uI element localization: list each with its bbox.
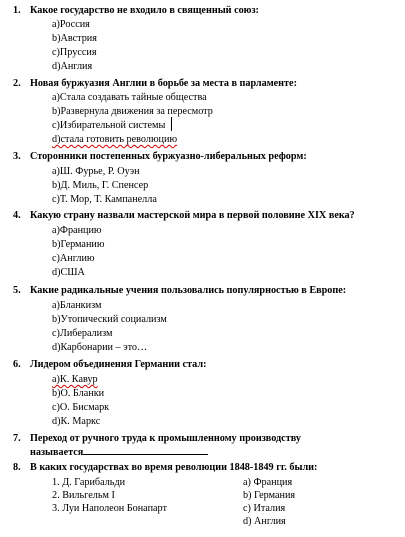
- text-cursor: [171, 117, 172, 131]
- q8-country-b: b) Германия: [243, 490, 296, 501]
- q5-option-d: d)Карбонарии – это…: [52, 342, 148, 353]
- question-number: 5.: [13, 285, 21, 296]
- question-number: 3.: [13, 151, 21, 162]
- q1-option-b: b)Австрия: [52, 33, 97, 44]
- q3-option-a: a)Ш. Фурье, Р. Оуэн: [52, 166, 140, 177]
- question-text: Новая буржуазия Англии в борьбе за места в парламенте:: [30, 78, 297, 89]
- q3-option-c: c)Т. Мор, Т. Кампанелла: [52, 194, 157, 205]
- question-text: Какие радикальные учения пользовались популярностью в Европе:: [30, 285, 347, 296]
- q2-option-b: b)Развернула движения за пересмотр: [52, 106, 213, 117]
- q5-option-c: c)Либерализм: [52, 328, 113, 339]
- q6-option-a-text: a)К. Кавур: [52, 374, 98, 385]
- q8-country-c: c) Италия: [243, 503, 286, 514]
- question-number: 4.: [13, 210, 21, 221]
- q8-person-3-text: 3. Луи Наполеон Бонапарт: [52, 503, 167, 514]
- q2-option-d-text: d)стала готовить революцию: [52, 134, 178, 145]
- question-2: [13, 78, 399, 90]
- q1-option-c: c)Пруссия: [52, 47, 97, 58]
- question-text: Переход от ручного труда к промышленному производству: [30, 433, 301, 444]
- question-number: 7.: [13, 433, 21, 444]
- q4-option-a: a)Францию: [52, 225, 102, 236]
- q6-option-c: c)О. Бисмарк: [52, 402, 110, 413]
- q5-option-b: b)Утопический социализм: [52, 314, 167, 325]
- q6-option-d: d)К. Маркс: [52, 416, 101, 427]
- q4-option-b: b)Германию: [52, 239, 105, 250]
- q5-option-a: a)Бланкизм: [52, 300, 102, 311]
- question-text: В каких государствах во время революции 1848-1849 гг. были:: [30, 462, 318, 473]
- question-8: [13, 462, 399, 474]
- question-6: [13, 359, 399, 371]
- q6-option-b: b)О. Бланки: [52, 388, 105, 399]
- q8-country-d: d) Англия: [243, 516, 286, 527]
- q3-option-b: b)Д. Миль, Г. Спенсер: [52, 180, 149, 191]
- question-text: Сторонники постепенных буржуазно-либеральных реформ:: [30, 151, 307, 162]
- question-text: Лидером объединения Германии стал:: [30, 359, 207, 370]
- question-number: 8.: [13, 462, 21, 473]
- question-text: Какую страну назвали мастерской мира в первой половине XIX века?: [30, 210, 355, 221]
- question-3: [13, 151, 399, 163]
- question-text: Какое государство не входило в священный союз:: [30, 5, 259, 16]
- question-5: [13, 285, 399, 297]
- question-number: 6.: [13, 359, 21, 370]
- question-1: [13, 5, 399, 17]
- question-number: 2.: [13, 78, 21, 89]
- q1-option-d: d)Англия: [52, 61, 93, 72]
- q2-option-c: c)Избирательной системы: [52, 120, 166, 131]
- q4-option-c: c)Англию: [52, 253, 95, 264]
- q1-option-a: a)Россия: [52, 19, 90, 30]
- q6-option-a: [52, 374, 98, 386]
- q8-person-1: 1. Д. Гарибальди: [52, 477, 126, 488]
- q4-option-d: d)США: [52, 267, 85, 278]
- q8-person-3: [52, 503, 167, 515]
- question-number: 1.: [13, 5, 21, 16]
- q2-option-d: [52, 134, 177, 146]
- question-text-line2: называется: [13, 445, 399, 459]
- q2-option-a: a)Стала создавать тайные общества: [52, 92, 207, 103]
- q8-country-a: a) Франция: [243, 477, 293, 488]
- answer-blank[interactable]: [83, 445, 208, 455]
- question-4: [13, 210, 399, 222]
- question-7: [13, 433, 399, 459]
- q8-person-2: 2. Вильгельм I: [52, 490, 115, 501]
